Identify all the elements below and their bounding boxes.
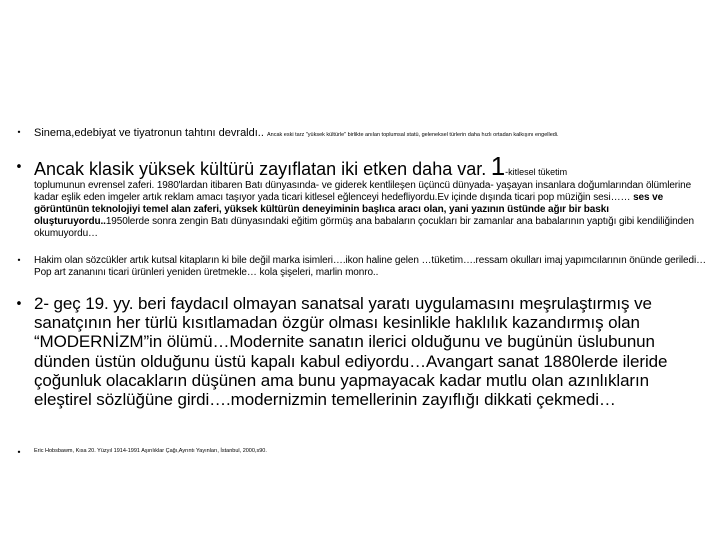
bullet-2: •: [15, 160, 23, 175]
paragraph-cinema-lead: Sinema,edebiyat ve tiyatronun tahtını devraldı..: [34, 127, 264, 139]
paragraph-cinema-note: Ancak eski tarz "yüksek kültürle" birlikte anılan toplumsal statü, geleneksel türlerin daha hızlı ortadan kalkışını engelledi.: [266, 132, 559, 138]
factor-one-title: -kitlesel tüketim: [505, 167, 568, 177]
paragraph-mass-consumption-body-end: 1950lerde sonra zengin Batı dünyasındaki eğitim görmüş ana babaların çocukları bir zamanlar ana babalarının yaptığı gibi kendiliğinden okumuyordu…: [34, 216, 694, 239]
paragraph-brand-names: Hakim olan sözcükler artık kutsal kitapların ki bile değil marka isimleri….ikon haline gelen …tüketim….ressam okulları imaj yapımcılarının önünde geriledi…Pop art zananını ticari ürünleri yeniden üretmekle… kola şişeleri, marlin monro..: [34, 255, 707, 278]
paragraph-cinema: [34, 127, 706, 139]
bullet-4: •: [15, 297, 23, 312]
factor-number-one: 1: [490, 151, 506, 181]
paragraph-mass-consumption-emphasis: ses ve görüntünün teknolojiyi temel alan zaferi, yüksek kültürün deneyiminin başlıca aracı olan, yani yazının üstünde ağır bir baskı oluşturuyordu..: [34, 192, 664, 227]
bullet-3: •: [16, 256, 22, 265]
bullet-5: •: [16, 448, 22, 457]
paragraph-modernism: 2- geç 19. yy. beri faydacıl olmayan sanatsal yaratı uygulamasını meşrulaştırmış ve sanatçının her türlü kısıtlamadan özgür olması kesinlikle haklılık kazandırmış olan “MODERNİZM”in ölümü…Modernite sanatın ilerici olduğunu ve bugünün üslubunun dünden üstün olduğunu üstü kapalı kabul ediyordu…Avangart sanat 1880lerde ileride çoğunluk olacakların düşünen ama bunu yapmayacak kadar mutlu olan azınlıkların eleştirel sözlüğüne girdi….modernizmin temellerinin zayıflığı dikkati çekmedi…: [34, 294, 668, 410]
paragraph-mass-consumption-lead: Ancak klasik yüksek kültürü zayıflatan iki etken daha var.: [34, 159, 487, 179]
bullet-1: •: [16, 128, 22, 137]
citation-reference: Eric Hobsbawm, Kısa 20. Yüzyıl 1914-1991 Aşırılıklar Çağı,Ayrıntı Yayınları, İstanbul, 2000,s90.: [34, 448, 267, 454]
paragraph-mass-consumption: [34, 151, 706, 240]
paragraph-mass-consumption-body: toplumunun evrensel zaferi. 1980'lardan itibaren Batı dünyasında- ve giderek kentlileşen üçüncü dünyada- yaşayan insanlara doğumlarından ölümlerine kadar eşlik eden imgeler artık reklam amacı taşıyor yada ticari kitlesel eğlenceyi hedefliyordu.Ev içinde dışında ticari pop müziğin sesi……: [34, 180, 692, 203]
